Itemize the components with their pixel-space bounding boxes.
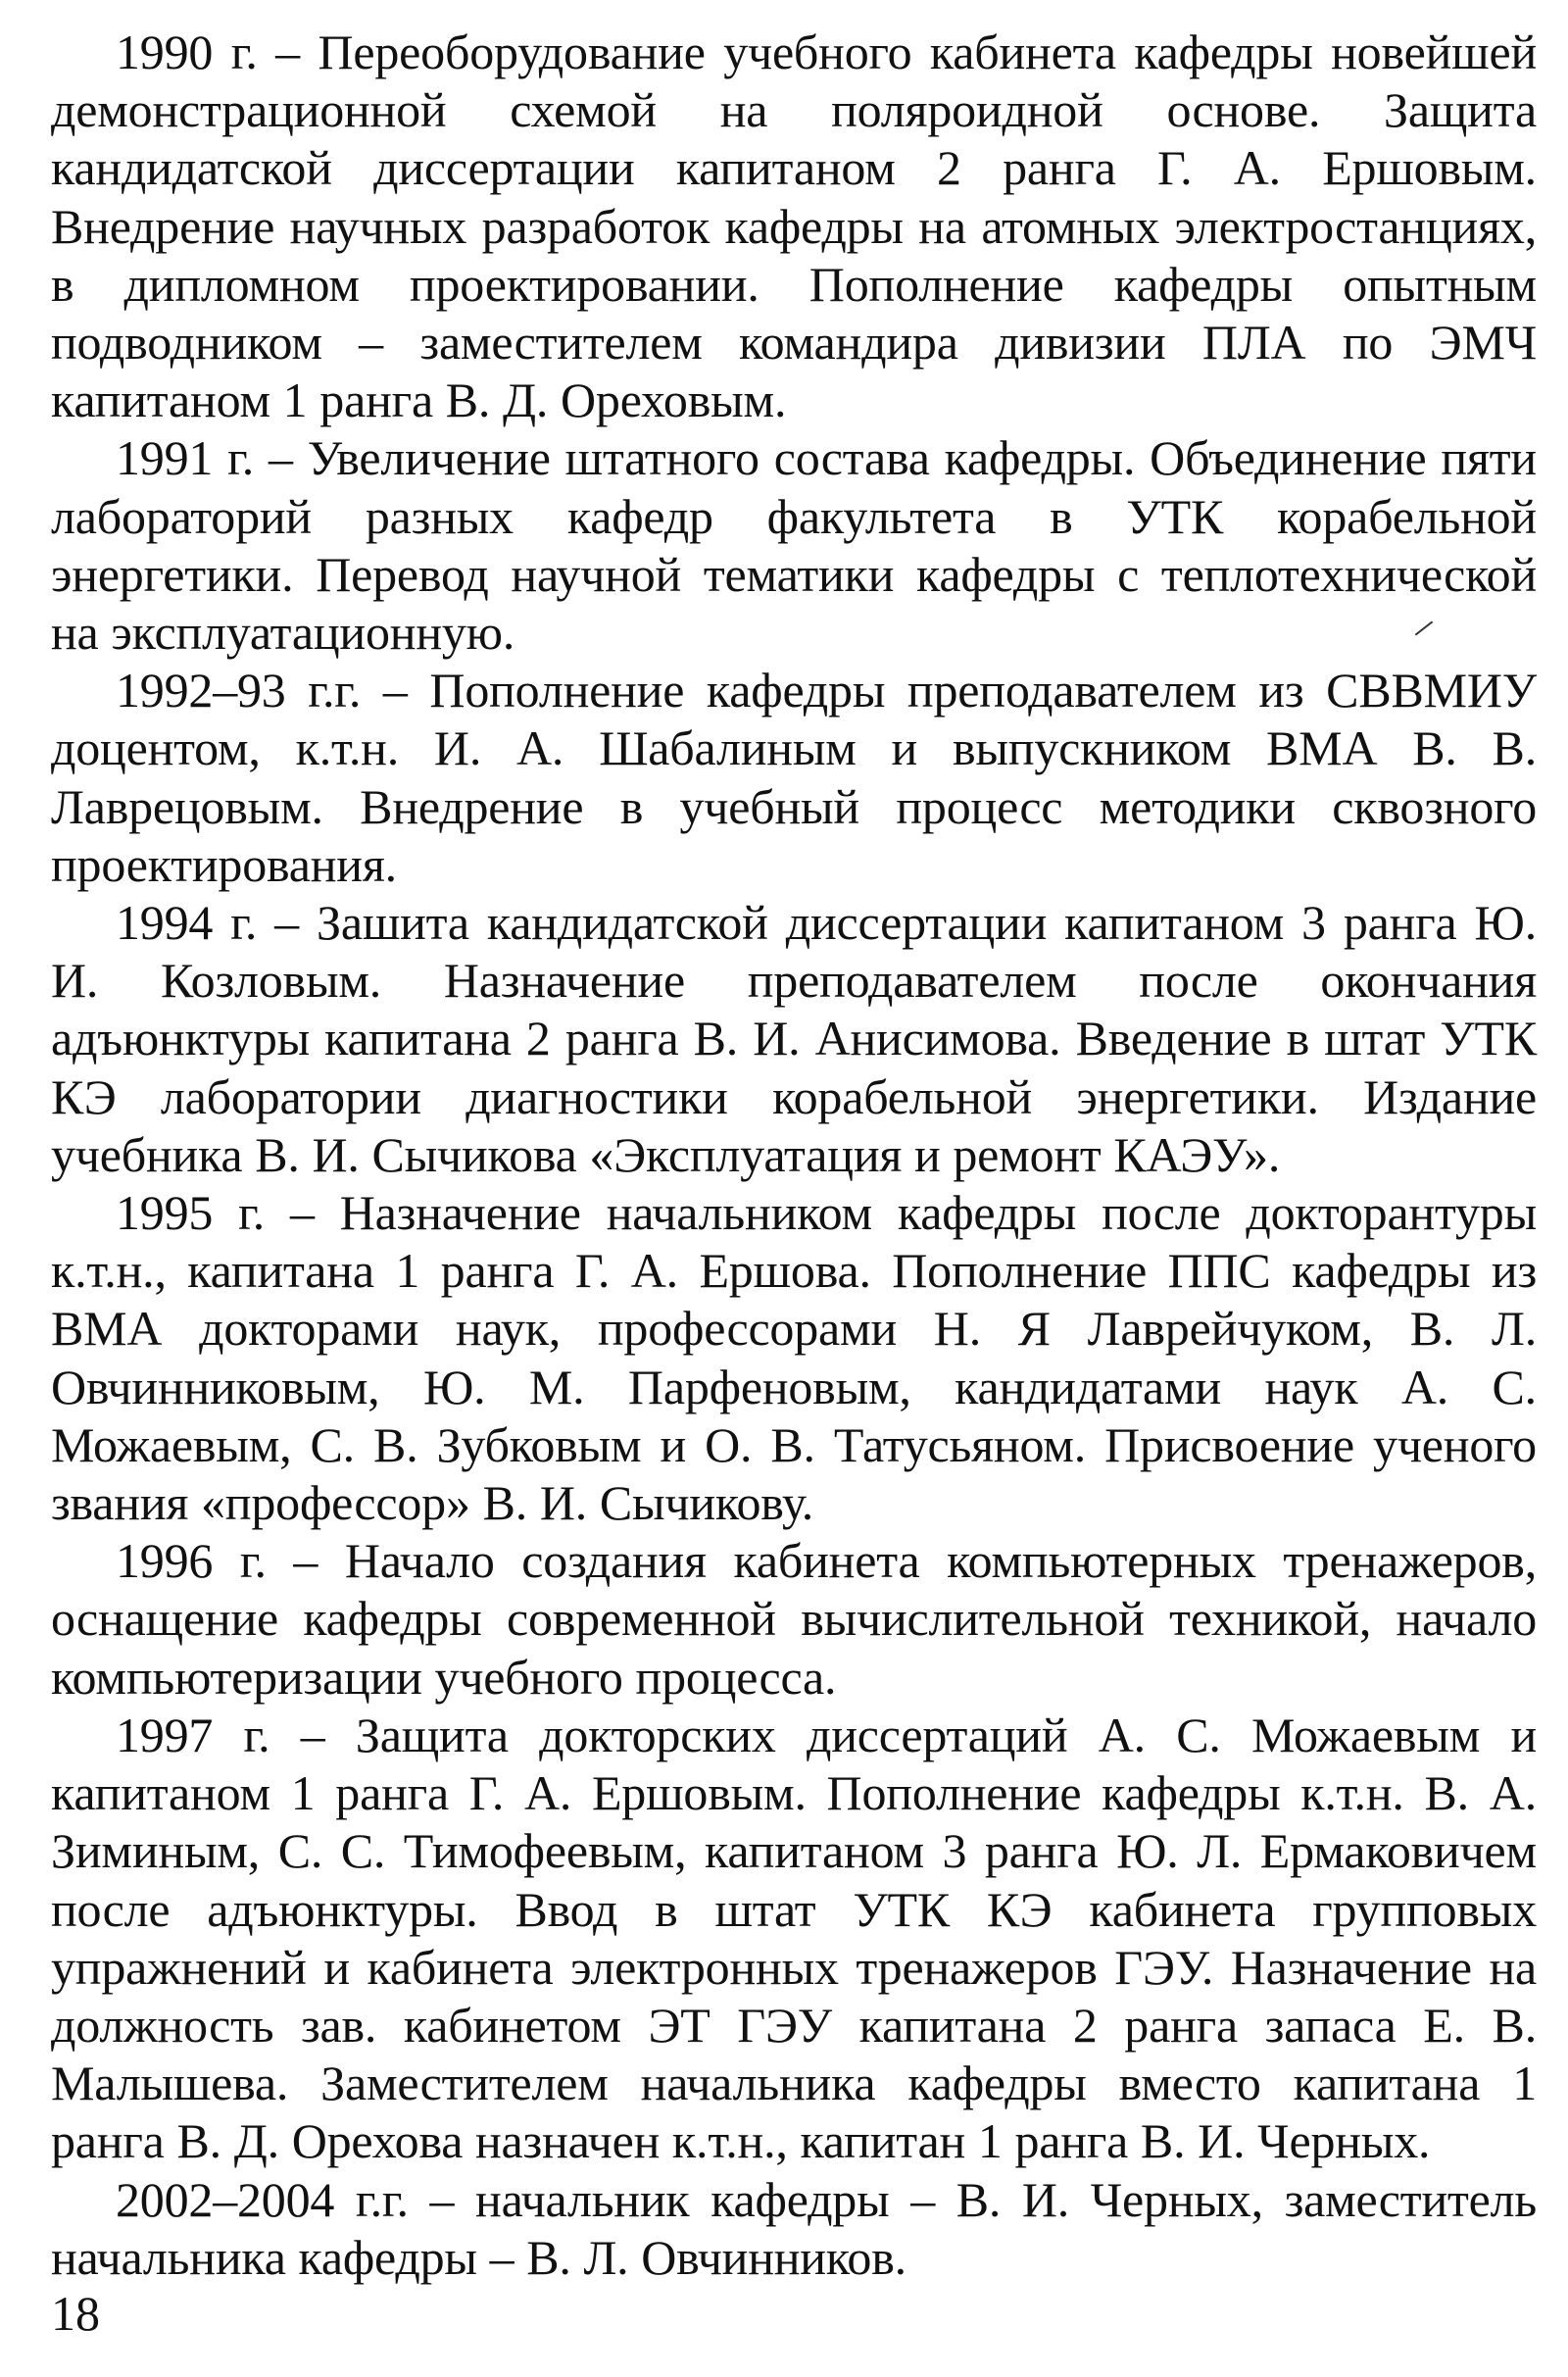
- paragraph-1994: 1994 г. – Зашита кандидатской диссертации капитаном 3 ранга Ю. И. Козловым. Назначение преподавателем после окончания адъюнктуры капитана 2 ранга В. И. Анисимова. Введение в штат УТК КЭ лаборатории диагностики корабельной энергетики. Издание учебника В. И. Сычикова «Эксплуатация и ремонт КАЭУ».: [51, 895, 1537, 1182]
- paragraph-1995: 1995 г. – Назначение начальником кафедры после докторантуры к.т.н., капитана 1 ранга Г. А. Ершова. Пополнение ППС кафедры из ВМА докторами наук, профессорами Н. Я Лаврейчуком, В. Л. Овчинниковым, Ю. М. Парфеновым, кандидатами наук А. С. Можаевым, С. В. Зубковым и О. В. Татусьяном. Присвоение ученого звания «профессор» В. И. Сычикову.: [51, 1185, 1537, 1531]
- paragraph-1990: 1990 г. – Переоборудование учебного кабинета кафедры новейшей демонстрационной схемой на поляроидной основе. Защита кандидатской диссертации капитаном 2 ранга Г. А. Ершовым. Внедрение научных разработок кафедры на атомных электростанциях, в дипломном проектировании. Пополнение кафедры опытным подводником – заместителем командира дивизии ПЛА по ЭМЧ капитаном 1 ранга В. Д. Ореховым.: [51, 25, 1537, 428]
- page-body: [51, 24, 1537, 2287]
- paragraph-1991: 1991 г. – Увеличение штатного состава кафедры. Объединение пяти лабораторий разных кафедр факультета в УТК корабельной энергетики. Перевод научной тематики кафедры с теплотехнической на эксплуатационную.: [51, 430, 1537, 661]
- page-number: 18: [51, 2286, 100, 2341]
- paragraph-2002-2004: 2002–2004 г.г. – начальник кафедры – В. И. Черных, заместитель начальника кафедры – В. Л. Овчинников.: [51, 2171, 1537, 2285]
- paragraph-1992-93: 1992–93 г.г. – Пополнение кафедры преподавателем из СВВМИУ доцентом, к.т.н. И. А. Шабалиным и выпускником ВМА В. В. Лаврецовым. Внедрение в учебный процесс методики сквозного проектирования.: [51, 663, 1537, 892]
- paragraph-1996: 1996 г. – Начало создания кабинета компьютерных тренажеров, оснащение кафедры современной вычислительной техникой, начало компьютеризации учебного процесса.: [51, 1533, 1537, 1705]
- paragraph-1997: 1997 г. – Защита докторских диссертаций А. С. Можаевым и капитаном 1 ранга Г. А. Ершовым. Пополнение кафедры к.т.н. В. А. Зиминым, С. С. Тимофеевым, капитаном 3 ранга Ю. Л. Ермаковичем после адъюнктуры. Ввод в штат УТК КЭ кабинета групповых упражнений и кабинета электронных тренажеров ГЭУ. Назначение на должность зав. кабинетом ЭТ ГЭУ капитана 2 ранга запаса Е. В. Малышева. Заместителем начальника кафедры вместо капитана 1 ранга В. Д. Орехова назначен к.т.н., капитан 1 ранга В. И. Черных.: [51, 1707, 1537, 2169]
